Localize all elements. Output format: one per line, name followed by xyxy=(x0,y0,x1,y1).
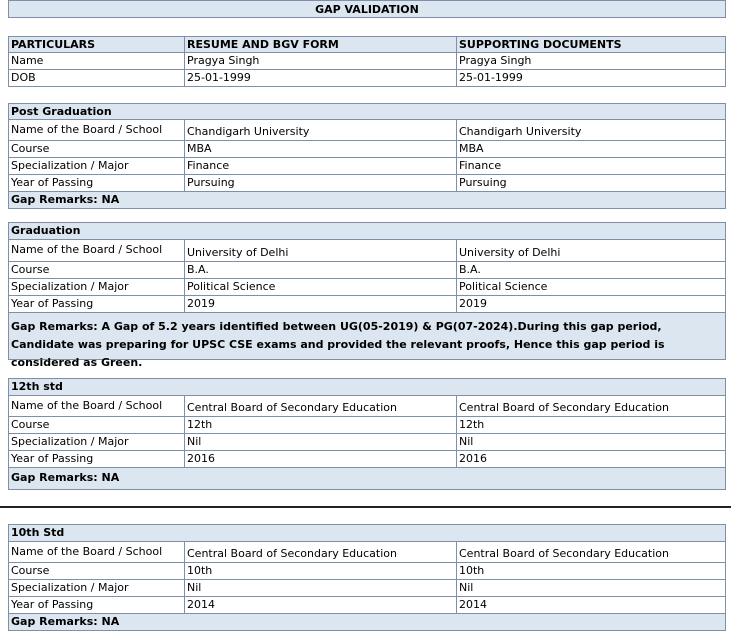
spec-row xyxy=(8,158,726,175)
docs-value: 2016 xyxy=(457,451,726,468)
course-row xyxy=(8,141,726,158)
docs-value: Pursuing xyxy=(457,175,726,192)
resume-value: Nil xyxy=(185,434,457,451)
resume-value: 2019 xyxy=(185,296,457,313)
course-row xyxy=(8,262,726,279)
row-label: Year of Passing xyxy=(8,175,185,192)
particulars-table xyxy=(8,36,726,86)
row-label: Course xyxy=(8,563,185,580)
row-label: Specialization / Major xyxy=(8,434,185,451)
year-row xyxy=(8,597,726,614)
resume-value: MBA xyxy=(185,141,457,158)
docs-value: University of Delhi xyxy=(457,240,726,262)
row-label: Name of the Board / School xyxy=(8,120,185,141)
docs-value: B.A. xyxy=(457,262,726,279)
row-label: Name of the Board / School xyxy=(8,240,185,262)
course-row xyxy=(8,563,726,580)
gap-remarks: Gap Remarks: NA xyxy=(8,468,726,490)
row-label: Name of the Board / School xyxy=(8,396,185,417)
resume-value: Pursuing xyxy=(185,175,457,192)
header-row xyxy=(8,36,726,53)
row-label: Year of Passing xyxy=(8,451,185,468)
docs-value: 25-01-1999 xyxy=(457,70,726,87)
resume-value: Political Science xyxy=(185,279,457,296)
dob-row xyxy=(8,70,726,87)
row-label: Year of Passing xyxy=(8,296,185,313)
header-docs: SUPPORTING DOCUMENTS xyxy=(457,37,726,54)
docs-value: Political Science xyxy=(457,279,726,296)
divider xyxy=(0,506,731,508)
docs-value: Finance xyxy=(457,158,726,175)
row-label: Name of the Board / School xyxy=(8,542,185,563)
resume-value: Chandigarh University xyxy=(185,120,457,141)
resume-value: 25-01-1999 xyxy=(185,70,457,87)
board-row xyxy=(8,120,726,141)
row-label: Course xyxy=(8,417,185,434)
board-row xyxy=(8,396,726,417)
docs-value: Central Board of Secondary Education xyxy=(457,542,726,563)
docs-value: 12th xyxy=(457,417,726,434)
gap-remarks: Gap Remarks: NA xyxy=(8,614,726,631)
resume-value: B.A. xyxy=(185,262,457,279)
header-resume: RESUME AND BGV FORM xyxy=(185,37,457,54)
docs-value: Nil xyxy=(457,580,726,597)
spec-row xyxy=(8,434,726,451)
row-label: Year of Passing xyxy=(8,597,185,614)
spec-row xyxy=(8,279,726,296)
resume-value: 12th xyxy=(185,417,457,434)
year-row xyxy=(8,451,726,468)
row-label: Specialization / Major xyxy=(8,158,185,175)
name-row xyxy=(8,53,726,70)
header-particulars: PARTICULARS xyxy=(8,37,185,54)
resume-value: Central Board of Secondary Education xyxy=(185,542,457,563)
docs-value: Nil xyxy=(457,434,726,451)
resume-value: 10th xyxy=(185,563,457,580)
year-row xyxy=(8,175,726,192)
docs-value: Central Board of Secondary Education xyxy=(457,396,726,417)
row-label: Course xyxy=(8,141,185,158)
section-heading: 10th Std xyxy=(8,524,726,542)
year-row xyxy=(8,296,726,313)
gap-remarks: Gap Remarks: A Gap of 5.2 years identified between UG(05-2019) & PG(07-2024).During this gap period, Candidate was preparing for UPSC CSE exams and provided the relevant proofs, Hence this gap period is considered as Green. xyxy=(8,313,726,360)
resume-value: Nil xyxy=(185,580,457,597)
section-heading: Post Graduation xyxy=(8,103,726,120)
docs-value: 2019 xyxy=(457,296,726,313)
board-row xyxy=(8,240,726,262)
resume-value: University of Delhi xyxy=(185,240,457,262)
row-label: DOB xyxy=(8,70,185,87)
page-title: GAP VALIDATION xyxy=(8,0,726,18)
docs-value: 2014 xyxy=(457,597,726,614)
resume-value: 2016 xyxy=(185,451,457,468)
row-label: Name xyxy=(8,53,185,70)
row-label: Specialization / Major xyxy=(8,279,185,296)
section-heading: Graduation xyxy=(8,222,726,240)
row-label: Course xyxy=(8,262,185,279)
docs-value: Pragya Singh xyxy=(457,53,726,70)
section-heading: 12th std xyxy=(8,378,726,396)
docs-value: Chandigarh University xyxy=(457,120,726,141)
course-row xyxy=(8,417,726,434)
docs-value: 10th xyxy=(457,563,726,580)
resume-value: Finance xyxy=(185,158,457,175)
docs-value: MBA xyxy=(457,141,726,158)
spec-row xyxy=(8,580,726,597)
board-row xyxy=(8,542,726,563)
gap-remarks: Gap Remarks: NA xyxy=(8,192,726,209)
row-label: Specialization / Major xyxy=(8,580,185,597)
resume-value: 2014 xyxy=(185,597,457,614)
resume-value: Pragya Singh xyxy=(185,53,457,70)
resume-value: Central Board of Secondary Education xyxy=(185,396,457,417)
